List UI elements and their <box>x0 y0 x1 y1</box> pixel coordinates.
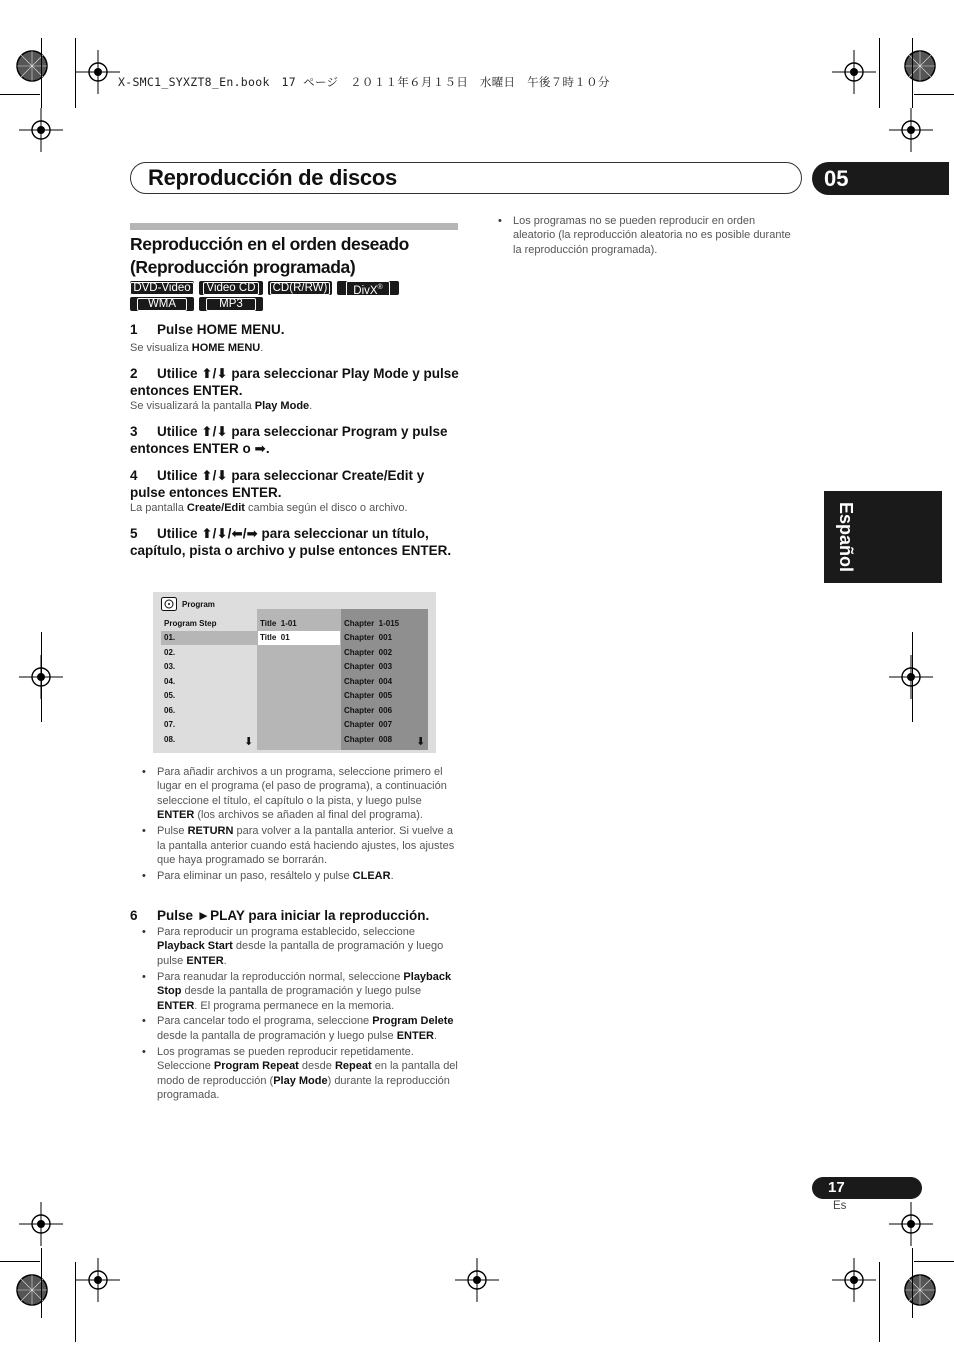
list-item: • Para cancelar todo el programa, seleccione Program Delete desde la pantalla de programación y luego pulse ENTER. <box>142 1014 460 1043</box>
selected-step-row <box>161 631 257 645</box>
program-disc-icon <box>161 597 177 611</box>
program-screen-title: Program <box>182 600 215 609</box>
program-step-row: 07. <box>164 720 176 729</box>
crop-line <box>879 1262 880 1342</box>
program-step-header: Program Step <box>164 619 217 628</box>
crop-line <box>879 38 880 108</box>
program-step-row: 01. <box>164 633 176 642</box>
crop-line <box>75 1262 76 1342</box>
crop-line <box>914 1261 954 1262</box>
badge-mp3: MP3 <box>199 297 263 311</box>
crosshair-mark-icon <box>19 1202 63 1246</box>
page-number: 17 <box>828 1179 845 1196</box>
list-item: • Para reanudar la reproducción normal, seleccione Playback Stop desde la pantalla de programación y luego pulse ENTER. El programa permanece en la memoria. <box>142 970 460 1013</box>
list-item: • Para añadir archivos a un programa, seleccione primero el lugar en el programa (el paso de programa), a continuación seleccione el título, el capítulo o la pista, y luego pulse ENTER (los archivos se añaden al final del programa). <box>142 765 460 823</box>
section-title: Reproducción en el orden deseado (Reproducción programada) <box>130 234 409 277</box>
language-side-tab <box>824 491 942 583</box>
chapter-row: Chapter 007 <box>344 720 393 729</box>
crop-line <box>912 1248 913 1318</box>
badge-divx: DivX® <box>337 281 399 295</box>
registration-mark-icon <box>10 1268 54 1312</box>
crosshair-mark-icon <box>889 108 933 152</box>
list-item: • Para reproducir un programa establecido, seleccione Playback Start desde la pantalla de programación y luego pulse ENTER. <box>142 925 460 968</box>
program-step-row: 08. <box>164 734 176 744</box>
chapter-row: Chapter 002 <box>344 647 393 657</box>
crosshair-mark-icon <box>76 50 120 94</box>
program-step-row: 06. <box>164 705 176 715</box>
chapter-row: Chapter 005 <box>344 691 393 700</box>
chapter-row: Chapter 001 <box>344 633 393 642</box>
program-step-row: 03. <box>164 662 176 671</box>
bullet-list-program-edit <box>142 765 460 885</box>
section-rule <box>130 223 458 230</box>
step-6: 6 Pulse ►PLAY para iniciar la reproducción. <box>130 908 430 923</box>
badge-cd-rw: CD(R/RW) <box>268 281 332 295</box>
chapter-number-tab <box>812 162 949 195</box>
registration-mark-icon <box>898 1268 942 1312</box>
crop-line <box>912 38 913 108</box>
crosshair-mark-icon <box>76 1258 120 1302</box>
language-label: Español <box>836 501 856 573</box>
program-step-row: 05. <box>164 691 176 700</box>
page-language-code: Es <box>833 1200 847 1212</box>
crop-line <box>41 38 42 108</box>
program-step-row: 02. <box>164 647 176 657</box>
chapter-row: Chapter 004 <box>344 676 393 686</box>
scroll-down-icon: ⬇ <box>416 736 426 748</box>
crop-line <box>41 1248 42 1318</box>
note-step-4: La pantalla Create/Edit cambia según el disco o archivo. <box>130 502 408 514</box>
crop-line <box>75 38 76 108</box>
chapter-number: 05 <box>824 166 849 191</box>
step-3: 3 Utilice ⬆/⬇ para seleccionar Program y pulse entonces ENTER o ➡. <box>130 424 448 456</box>
crosshair-mark-icon <box>455 1258 499 1302</box>
right-column-notes <box>498 214 798 259</box>
list-item: • Para eliminar un paso, resáltelo y pulse CLEAR. <box>142 869 460 883</box>
crop-line <box>41 632 42 722</box>
step-5: 5 Utilice ⬆/⬇/⬅/➡ para seleccionar un título, capítulo, pista o archivo y pulse entonces ENTER. <box>130 526 452 558</box>
crop-line <box>912 632 913 722</box>
bullet-list-playback <box>142 925 460 1104</box>
chapter-row: Chapter 003 <box>344 662 393 671</box>
title-selected: Title 01 <box>260 633 290 642</box>
step-1: 1 Pulse HOME MENU. <box>130 322 285 337</box>
print-header-line: X-SMC1_SYXZT8_En.book 17 ページ ２０１１年６月１５日 水曜日 午後７時１０分 <box>118 75 610 89</box>
crosshair-mark-icon <box>889 1202 933 1246</box>
step-4: 4 Utilice ⬆/⬇ para seleccionar Create/Edit y pulse entonces ENTER. <box>130 468 425 500</box>
registration-mark-icon <box>898 44 942 88</box>
chapter-title: Reproducción de discos <box>148 165 397 190</box>
crop-line <box>914 94 954 95</box>
badge-dvd-video: DVD-Video <box>130 281 194 295</box>
crosshair-mark-icon <box>832 1258 876 1302</box>
badge-video-cd: Video CD <box>199 281 263 295</box>
crosshair-mark-icon <box>832 50 876 94</box>
crosshair-mark-icon <box>19 108 63 152</box>
scroll-down-icon: ⬇ <box>244 736 254 748</box>
note-step-2: Se visualizará la pantalla Play Mode. <box>130 400 313 412</box>
step-2: 2 Utilice ⬆/⬇ para seleccionar Play Mode y pulse entonces ENTER. <box>130 366 459 398</box>
chapter-row: Chapter 008 <box>344 734 393 744</box>
list-item: • Pulse RETURN para volver a la pantalla anterior. Si vuelve a la pantalla anterior cuando está haciendo ajustes, los ajustes que haya programado se borrarán. <box>142 824 460 867</box>
list-item: • Los programas se pueden reproducir repetidamente. Seleccione Program Repeat desde Repeat en la pantalla del modo de reproducción (Play Mode) durante la reproducción programada. <box>142 1045 460 1103</box>
crop-line <box>0 94 40 95</box>
program-step-row: 04. <box>164 676 176 686</box>
registration-mark-icon <box>10 44 54 88</box>
list-item: • Los programas no se pueden reproducir en orden aleatorio (la reproducción aleatoria no es posible durante la reproducción programada). <box>498 214 798 257</box>
chapter-header: Chapter 1-015 <box>344 619 400 628</box>
crosshair-mark-icon <box>889 655 933 699</box>
chapter-row: Chapter 006 <box>344 705 393 715</box>
title-header: Title 1-01 <box>260 619 297 628</box>
badge-wma: WMA <box>130 297 194 311</box>
crop-line <box>0 1261 40 1262</box>
note-step-1: Se visualiza HOME MENU. <box>130 342 264 354</box>
